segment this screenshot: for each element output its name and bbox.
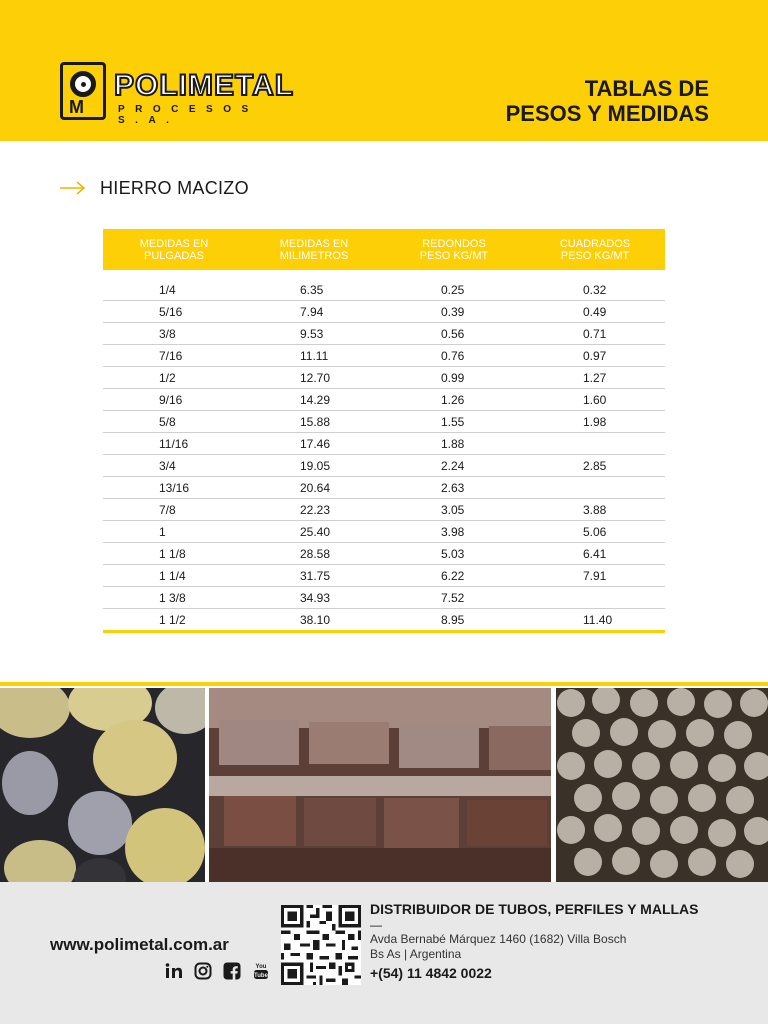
table-cell: 1.26 xyxy=(441,392,465,407)
table-cell: 20.64 xyxy=(300,480,331,495)
phone-number[interactable]: +(54) 11 4842 0022 xyxy=(370,965,492,981)
header-banner xyxy=(0,0,768,141)
table-cell: 0.99 xyxy=(441,370,465,385)
table-row xyxy=(103,499,665,521)
table-cell: 0.32 xyxy=(583,282,607,297)
page-title-line2: PESOS Y MEDIDAS xyxy=(505,101,709,126)
table-row xyxy=(103,411,665,433)
table-cell: 3/4 xyxy=(159,458,176,473)
round-bars-stack-photo xyxy=(556,688,768,882)
table-cell: 1.55 xyxy=(441,414,465,429)
polimetal-logo xyxy=(60,62,330,124)
round-bars-photo xyxy=(0,688,205,882)
table-cell: 1/2 xyxy=(159,370,176,385)
page-title-line1: TABLAS DE xyxy=(584,76,709,101)
column-header: MEDIDAS EN MILIMETROS xyxy=(279,237,349,262)
youtube-icon[interactable] xyxy=(252,962,270,980)
table-cell: 17.46 xyxy=(300,436,331,451)
divider-dash: — xyxy=(370,918,382,932)
table-cell: 19.05 xyxy=(300,458,331,473)
table-cell: 38.10 xyxy=(300,612,331,627)
table-cell: 0.76 xyxy=(441,348,465,363)
table-cell: 5/16 xyxy=(159,304,183,319)
section-heading xyxy=(60,176,249,200)
table-cell: 12.70 xyxy=(300,370,331,385)
facebook-icon[interactable] xyxy=(223,962,241,980)
table-cell: 3.88 xyxy=(583,502,607,517)
table-cell: 34.93 xyxy=(300,590,331,605)
table-row xyxy=(103,565,665,587)
weights-table xyxy=(103,229,665,633)
table-cell: 0.39 xyxy=(441,304,465,319)
table-body xyxy=(103,270,665,633)
table-row xyxy=(103,279,665,301)
photo-divider xyxy=(0,682,768,686)
table-cell: 2.85 xyxy=(583,458,607,473)
svg-text:Tube: Tube xyxy=(254,973,268,979)
column-header: REDONDOS PESO KG/MT xyxy=(419,237,489,262)
table-cell: 5.03 xyxy=(441,546,465,561)
table-cell: 11.11 xyxy=(300,348,329,363)
table-cell: 11.40 xyxy=(583,612,613,627)
table-cell: 0.25 xyxy=(441,282,465,297)
table-cell: 6.35 xyxy=(300,282,324,297)
table-cell: 3.98 xyxy=(441,524,465,539)
table-row xyxy=(103,587,665,609)
address-line1: Avda Bernabé Márquez 1460 (1682) Villa Bosch xyxy=(370,932,627,946)
table-cell: 1 3/8 xyxy=(159,590,186,605)
table-cell: 7/8 xyxy=(159,502,176,517)
arrow-right-icon xyxy=(60,180,86,196)
table-cell: 1.27 xyxy=(583,370,607,385)
table-row xyxy=(103,477,665,499)
column-header: CUADRADOS PESO KG/MT xyxy=(559,237,631,262)
linkedin-icon[interactable] xyxy=(165,962,183,980)
instagram-icon[interactable] xyxy=(194,962,212,980)
table-cell: 28.58 xyxy=(300,546,331,561)
table-cell: 7/16 xyxy=(159,348,183,363)
table-cell: 9/16 xyxy=(159,392,183,407)
table-cell: 1 1/8 xyxy=(159,546,186,561)
table-cell: 2.24 xyxy=(441,458,465,473)
table-row xyxy=(103,301,665,323)
distributor-heading: DISTRIBUIDOR DE TUBOS, PERFILES Y MALLAS xyxy=(370,901,699,917)
table-cell: 0.49 xyxy=(583,304,607,319)
table-cell: 7.94 xyxy=(300,304,324,319)
table-cell: 7.91 xyxy=(583,568,607,583)
table-cell: 0.56 xyxy=(441,326,465,341)
logo-subtitle: PROCESOS S.A. xyxy=(118,104,259,126)
table-cell: 0.97 xyxy=(583,348,607,363)
qr-code-icon[interactable] xyxy=(281,905,361,985)
table-row xyxy=(103,345,665,367)
table-row xyxy=(103,367,665,389)
table-cell: 22.23 xyxy=(300,502,331,517)
address-line2: Bs As | Argentina xyxy=(370,947,462,961)
page-title xyxy=(506,76,709,126)
table-cell: 0.71 xyxy=(583,326,607,341)
table-cell: 15.88 xyxy=(300,414,331,429)
table-row xyxy=(103,323,665,345)
table-row xyxy=(103,609,665,633)
table-cell: 7.52 xyxy=(441,590,465,605)
table-cell: 3.05 xyxy=(441,502,465,517)
table-cell: 1/4 xyxy=(159,282,176,297)
table-cell: 3/8 xyxy=(159,326,176,341)
table-cell: 31.75 xyxy=(300,568,331,583)
logo-mark-icon: M xyxy=(60,62,106,120)
table-cell: 1.98 xyxy=(583,414,607,429)
table-cell: 6.22 xyxy=(441,568,465,583)
table-cell: 9.53 xyxy=(300,326,324,341)
table-cell: 1.88 xyxy=(441,436,465,451)
section-title: HIERRO MACIZO xyxy=(100,177,249,198)
logo-name: POLIMETAL xyxy=(114,69,295,102)
table-cell: 14.29 xyxy=(300,392,331,407)
table-cell: 1 1/2 xyxy=(159,612,186,627)
table-cell: 2.63 xyxy=(441,480,465,495)
table-cell: 8.95 xyxy=(441,612,465,627)
social-links xyxy=(165,962,270,980)
table-header xyxy=(103,229,665,270)
table-row xyxy=(103,543,665,565)
square-bars-photo xyxy=(209,688,551,882)
svg-text:You: You xyxy=(255,964,267,970)
table-row xyxy=(103,433,665,455)
table-row xyxy=(103,521,665,543)
table-cell: 13/16 xyxy=(159,480,190,495)
table-cell: 6.41 xyxy=(583,546,607,561)
address xyxy=(370,932,626,962)
table-cell: 25.40 xyxy=(300,524,331,539)
table-cell: 1.60 xyxy=(583,392,607,407)
table-row xyxy=(103,455,665,477)
column-header: MEDIDAS EN PULGADAS xyxy=(139,237,209,262)
table-cell: 5/8 xyxy=(159,414,176,429)
table-cell: 5.06 xyxy=(583,524,607,539)
website-link[interactable]: www.polimetal.com.ar xyxy=(50,935,229,954)
table-row xyxy=(103,389,665,411)
table-cell: 1 1/4 xyxy=(159,568,186,583)
table-cell: 11/16 xyxy=(159,436,189,451)
table-cell: 1 xyxy=(159,524,166,539)
